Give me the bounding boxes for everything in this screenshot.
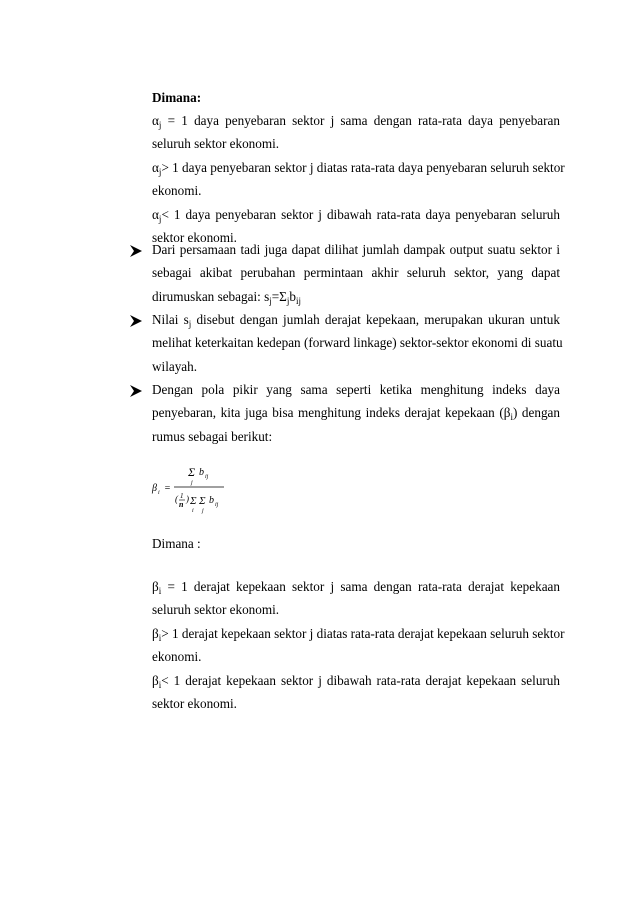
alpha-definition-2: $\alpha_j> 1$ daya penyebaran sektor j diatas rata-rata daya penyebaran seluruh sektor ekonomi. [152,159,565,199]
formula-lhs: β [152,483,157,494]
formula-num-b: b [199,467,204,478]
bullet-paragraph-3: Dengan pola pikir yang sama seperti ketika menghitung indeks daya penyebaran, kita juga bisa menghitung indeks derajat kepekaan $(\beta_i)$ dengan rumus sebagai berikut: [152,382,560,444]
formula-den-paren-close: ) [186,494,189,504]
alpha-definition-1: $\alpha_j = 1$ daya penyebaran sektor j sama dengan rata-rata daya penyebaran seluruh sektor ekonomi. [152,113,560,152]
formula-equals: = [164,483,171,494]
arrow-bullet-icon [129,384,143,398]
formula-den-b: b [209,495,214,506]
bullet-paragraph-2: Nilai $s_j$ disebut dengan jumlah derajat kepekaan, merupakan ukuran untuk melihat keterkaitan kedepan (forward linkage) sektor-sektor ekonomi di suatu wilayah. [152,312,563,374]
formula-lhs-sub: i [158,490,160,496]
beta-definition-2: $\beta_i> 1$ derajat kepekaan sektor j diatas rata-rata derajat kepekaan seluruh sektor ekonomi. [152,625,565,665]
formula-den-under2: j [202,508,204,514]
beta-definition-1: $\beta_i = 1$ derajat kepekaan sektor j sama dengan rata-rata derajat kepekaan seluruh sektor ekonomi. [152,579,560,618]
formula-den-sum1: Σ [190,495,197,507]
arrow-bullet-icon [129,314,143,328]
arrow-bullet-icon [129,244,143,258]
formula-den-sum2: Σ [199,495,206,507]
beta-definition-3: $\beta_i< 1$ derajat kepekaan sektor j dibawah rata-rata derajat kepekaan seluruh sektor ekonomi. [152,672,560,711]
formula-den-under1: i [192,508,194,514]
formula-num-sum: Σ [188,465,196,479]
bullet-paragraph-1: Dari persamaan tadi juga dapat dilihat jumlah dampak output suatu sektor i sebagai akibat perubahan permintaan akhir seluruh sektor, yang dapat dirumuskan sebagai: $s_j=\Sigma_jb_{ij}$ [152,242,560,306]
formula-den-sub: ij [215,502,219,508]
formula-den-one: 1 [180,492,184,500]
section-heading: Dimana: [152,90,202,105]
formula-den-n: n [179,500,184,509]
formula-num-under: j [191,480,193,486]
formula-num-sub: ij [205,474,209,480]
formula-den-paren-open: ( [175,494,178,504]
beta-formula [150,456,230,526]
alpha-definition-3: $\alpha_j< 1$ daya penyebaran sektor j dibawah rata-rata daya penyebaran seluruh sektor ekonomi. [152,206,560,245]
section-heading-2: Dimana : [152,536,201,551]
